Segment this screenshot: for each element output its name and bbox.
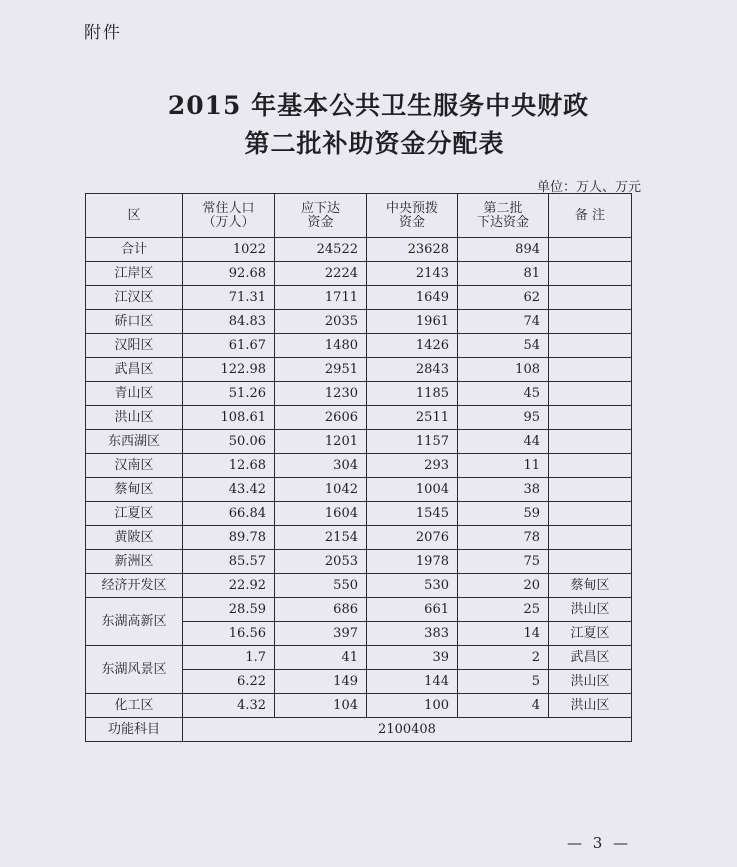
functional-subject-label: 功能科目	[86, 718, 183, 742]
functional-subject-value: 2100408	[183, 718, 632, 742]
table-row: 青山区 51.26 1230 1185 45	[86, 382, 632, 406]
table-row: 新洲区 85.57 2053 1978 75	[86, 550, 632, 574]
header-allocated: 应下达 资金	[275, 194, 367, 238]
group-name-donghu-scenic: 东湖风景区	[86, 646, 183, 694]
table-row: 江汉区 71.31 1711 1649 62	[86, 286, 632, 310]
functional-subject-row	[86, 718, 632, 742]
table-row: 经济开发区 22.92 550 530 20 蔡甸区	[86, 574, 632, 598]
document-title-line2: 第二批补助资金分配表	[244, 129, 505, 158]
table-row: 武昌区 122.98 2951 2843 108	[86, 358, 632, 382]
table-row: 东西湖区 50.06 1201 1157 44	[86, 430, 632, 454]
table-row: 6.22 149 144 5 洪山区	[86, 670, 632, 694]
table-row: 16.56 397 383 14 江夏区	[86, 622, 632, 646]
table-row: 汉阳区 61.67 1480 1426 54	[86, 334, 632, 358]
table-row: 硚口区 84.83 2035 1961 74	[86, 310, 632, 334]
table-row: 汉南区 12.68 304 293 11	[86, 454, 632, 478]
table-row: 洪山区 108.61 2606 2511 95	[86, 406, 632, 430]
header-notes: 备 注	[549, 194, 632, 238]
table-row: 化工区 4.32 104 100 4 洪山区	[86, 694, 632, 718]
page-number: — 3 —	[567, 834, 632, 852]
table-header-row	[86, 194, 632, 238]
header-population: 常住人口 （万人）	[183, 194, 275, 238]
header-region: 区	[86, 194, 183, 238]
table-row: 东湖风景区 1.7 41 39 2 武昌区	[86, 646, 632, 670]
table-row: 江岸区 92.68 2224 2143 81	[86, 262, 632, 286]
allocation-table	[85, 193, 632, 742]
table-row: 黄陂区 89.78 2154 2076 78	[86, 526, 632, 550]
table-row: 合计 1022 24522 23628 894	[86, 238, 632, 262]
attachment-label: 附件	[84, 23, 122, 43]
group-name-donghu-hitech: 东湖高新区	[86, 598, 183, 646]
table-row: 蔡甸区 43.42 1042 1004 38	[86, 478, 632, 502]
header-second-batch: 第二批 下达资金	[458, 194, 549, 238]
table-row: 江夏区 66.84 1604 1545 59	[86, 502, 632, 526]
unit-label: 单位：万人、万元	[536, 180, 641, 195]
document-title-line1: 2015 年基本公共卫生服务中央财政	[167, 91, 590, 120]
header-prepaid: 中央预拨 资金	[367, 194, 458, 238]
table-row: 东湖高新区 28.59 686 661 25 洪山区	[86, 598, 632, 622]
